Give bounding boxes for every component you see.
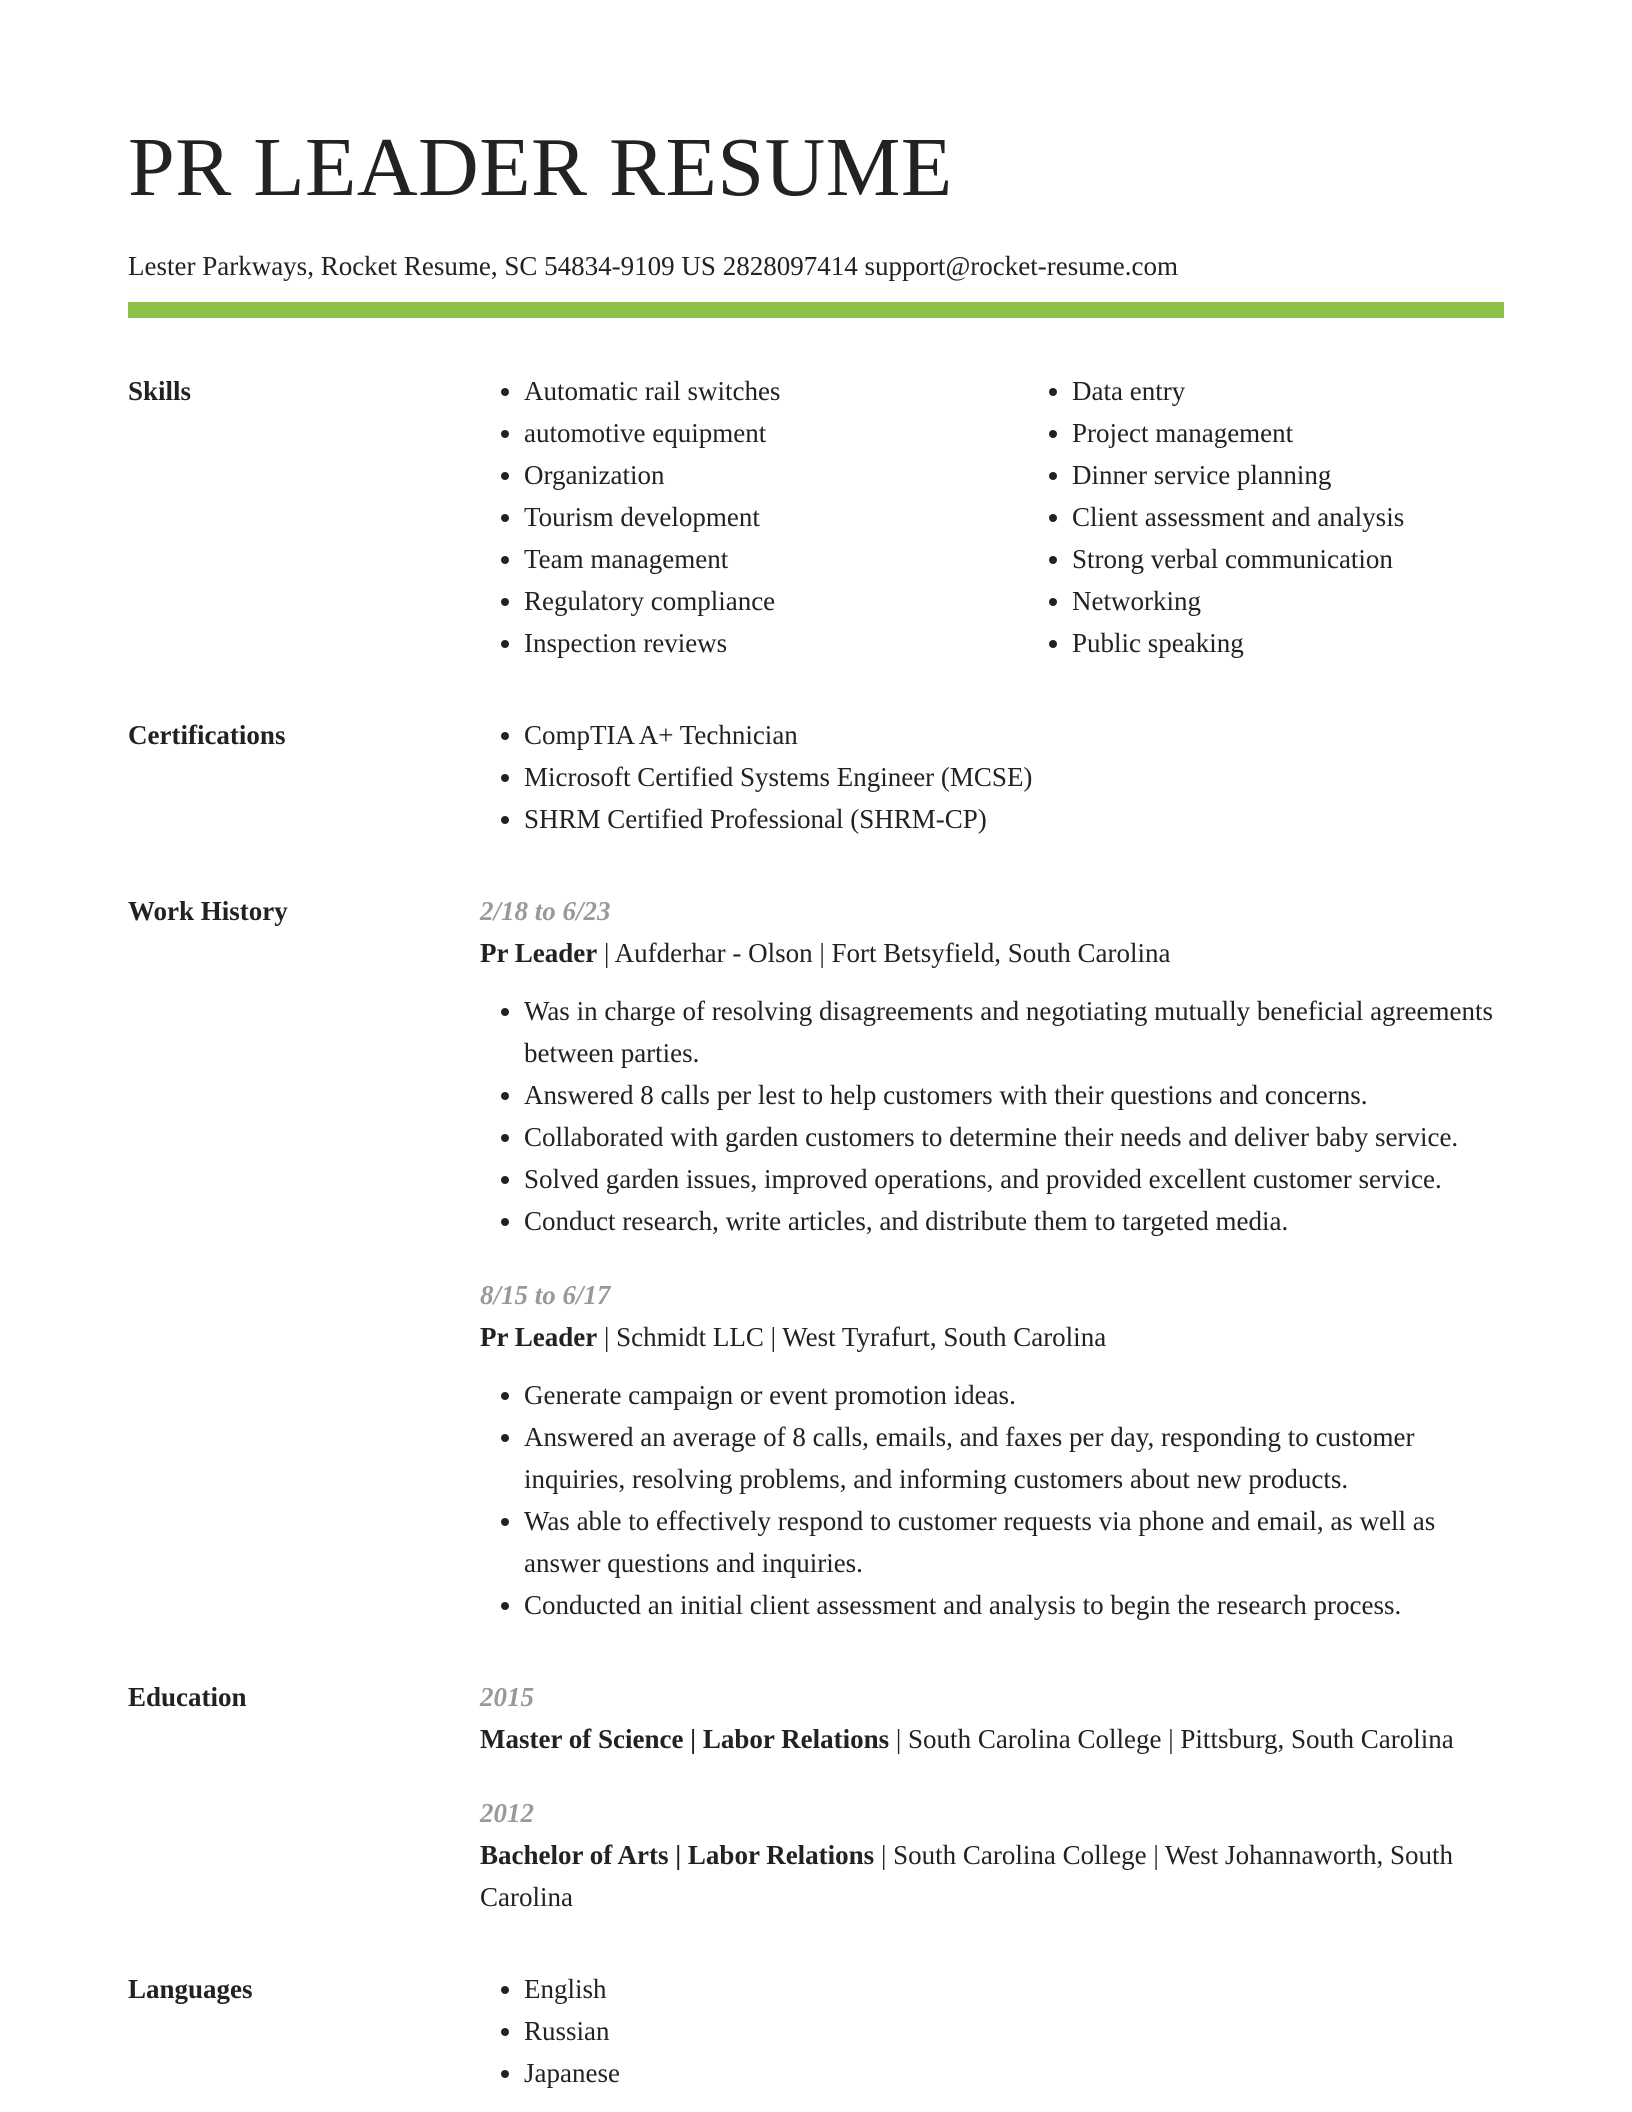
skill-item: • Automatic rail switches bbox=[524, 370, 1028, 412]
skill-item: • Data entry bbox=[1072, 370, 1404, 412]
education-entry bbox=[480, 1792, 1504, 1918]
skills-body bbox=[480, 370, 1504, 664]
job-entry bbox=[480, 1274, 1504, 1626]
skill-item: • Regulatory compliance bbox=[524, 580, 1028, 622]
job-bullet: • Was in charge of resolving disagreements and negotiating mutually beneficial agreements between parties. bbox=[524, 990, 1504, 1074]
education-year: 2015 bbox=[480, 1682, 534, 1712]
work-history-label: Work History bbox=[128, 896, 288, 926]
skills-list-right bbox=[1028, 370, 1404, 664]
education-body bbox=[480, 1676, 1504, 1918]
education-degree: Bachelor of Arts | Labor Relations bbox=[480, 1840, 875, 1870]
education-degree: Master of Science | Labor Relations bbox=[480, 1724, 890, 1754]
certifications-body bbox=[480, 714, 1504, 840]
skills-label: Skills bbox=[128, 376, 192, 406]
contact-email[interactable]: support@rocket-resume.com bbox=[864, 251, 1178, 281]
job-bullet: • Solved garden issues, improved operations, and provided excellent customer service. bbox=[524, 1158, 1504, 1200]
education-heading bbox=[480, 1718, 1504, 1760]
job-heading bbox=[480, 932, 1504, 974]
skills-list-left bbox=[480, 370, 1028, 664]
skill-item: • Project management bbox=[1072, 412, 1404, 454]
education-entry bbox=[480, 1676, 1504, 1760]
skill-item: • automotive equipment bbox=[524, 412, 1028, 454]
job-details: | Aufderhar - Olson | Fort Betsyfield, South Carolina bbox=[597, 938, 1171, 968]
education-label: Education bbox=[128, 1682, 247, 1712]
certification-item: • CompTIA A+ Technician bbox=[524, 714, 1504, 756]
job-bullet: • Generate campaign or event promotion ideas. bbox=[524, 1374, 1504, 1416]
languages-label: Languages bbox=[128, 1974, 253, 2004]
skill-item: • Inspection reviews bbox=[524, 622, 1028, 664]
certification-item: • Microsoft Certified Systems Engineer (MCSE) bbox=[524, 756, 1504, 798]
job-title: Pr Leader bbox=[480, 1322, 598, 1352]
job-bullet: • Conduct research, write articles, and distribute them to targeted media. bbox=[524, 1200, 1504, 1242]
education-details: | South Carolina College | West Johannaworth, South Carolina bbox=[480, 1840, 1454, 1912]
work-history-body bbox=[480, 890, 1504, 1626]
job-heading bbox=[480, 1316, 1504, 1358]
education-details: | South Carolina College | Pittsburg, South Carolina bbox=[889, 1724, 1454, 1754]
certifications-list bbox=[480, 714, 1504, 840]
resume-page bbox=[128, 118, 1504, 2094]
job-title: Pr Leader bbox=[480, 938, 598, 968]
job-bullet: • Answered 8 calls per lest to help customers with their questions and concerns. bbox=[524, 1074, 1504, 1116]
job-details: | Schmidt LLC | West Tyrafurt, South Carolina bbox=[597, 1322, 1107, 1352]
skill-item: • Public speaking bbox=[1072, 622, 1404, 664]
contact-address: Lester Parkways, Rocket Resume, SC 54834-9109 US bbox=[128, 251, 716, 281]
job-dates: 8/15 to 6/17 bbox=[480, 1280, 611, 1310]
resume-title: PR LEADER RESUME bbox=[128, 121, 953, 214]
skills-section bbox=[128, 370, 1504, 664]
contact-phone: 2828097414 bbox=[722, 251, 858, 281]
language-item: • Russian bbox=[524, 2010, 1504, 2052]
skill-item: • Strong verbal communication bbox=[1072, 538, 1404, 580]
skill-item: • Tourism development bbox=[524, 496, 1028, 538]
language-item: • English bbox=[524, 1968, 1504, 2010]
education-year: 2012 bbox=[480, 1798, 534, 1828]
skill-item: • Organization bbox=[524, 454, 1028, 496]
header-divider bbox=[128, 302, 1504, 318]
certifications-section bbox=[128, 714, 1504, 840]
job-bullets bbox=[480, 990, 1504, 1242]
skill-item: • Networking bbox=[1072, 580, 1404, 622]
job-bullet: • Was able to effectively respond to customer requests via phone and email, as well as answer questions and inquiries. bbox=[524, 1500, 1504, 1584]
job-dates: 2/18 to 6/23 bbox=[480, 896, 611, 926]
certifications-label: Certifications bbox=[128, 720, 286, 750]
languages-section bbox=[128, 1968, 1504, 2094]
work-history-section bbox=[128, 890, 1504, 1626]
education-heading bbox=[480, 1834, 1504, 1918]
languages-body bbox=[480, 1968, 1504, 2094]
job-bullets bbox=[480, 1374, 1504, 1626]
job-entry bbox=[480, 890, 1504, 1242]
skill-item: • Team management bbox=[524, 538, 1028, 580]
contact-line bbox=[128, 248, 1504, 284]
skill-item: • Dinner service planning bbox=[1072, 454, 1404, 496]
education-section bbox=[128, 1676, 1504, 1918]
job-bullet: • Conducted an initial client assessment and analysis to begin the research process. bbox=[524, 1584, 1504, 1626]
certification-item: • SHRM Certified Professional (SHRM-CP) bbox=[524, 798, 1504, 840]
language-item: • Japanese bbox=[524, 2052, 1504, 2094]
job-bullet: • Collaborated with garden customers to determine their needs and deliver baby service. bbox=[524, 1116, 1504, 1158]
languages-list bbox=[480, 1968, 1504, 2094]
job-bullet: • Answered an average of 8 calls, emails, and faxes per day, responding to customer inquiries, resolving problems, and informing customers about new products. bbox=[524, 1416, 1504, 1500]
skill-item: • Client assessment and analysis bbox=[1072, 496, 1404, 538]
